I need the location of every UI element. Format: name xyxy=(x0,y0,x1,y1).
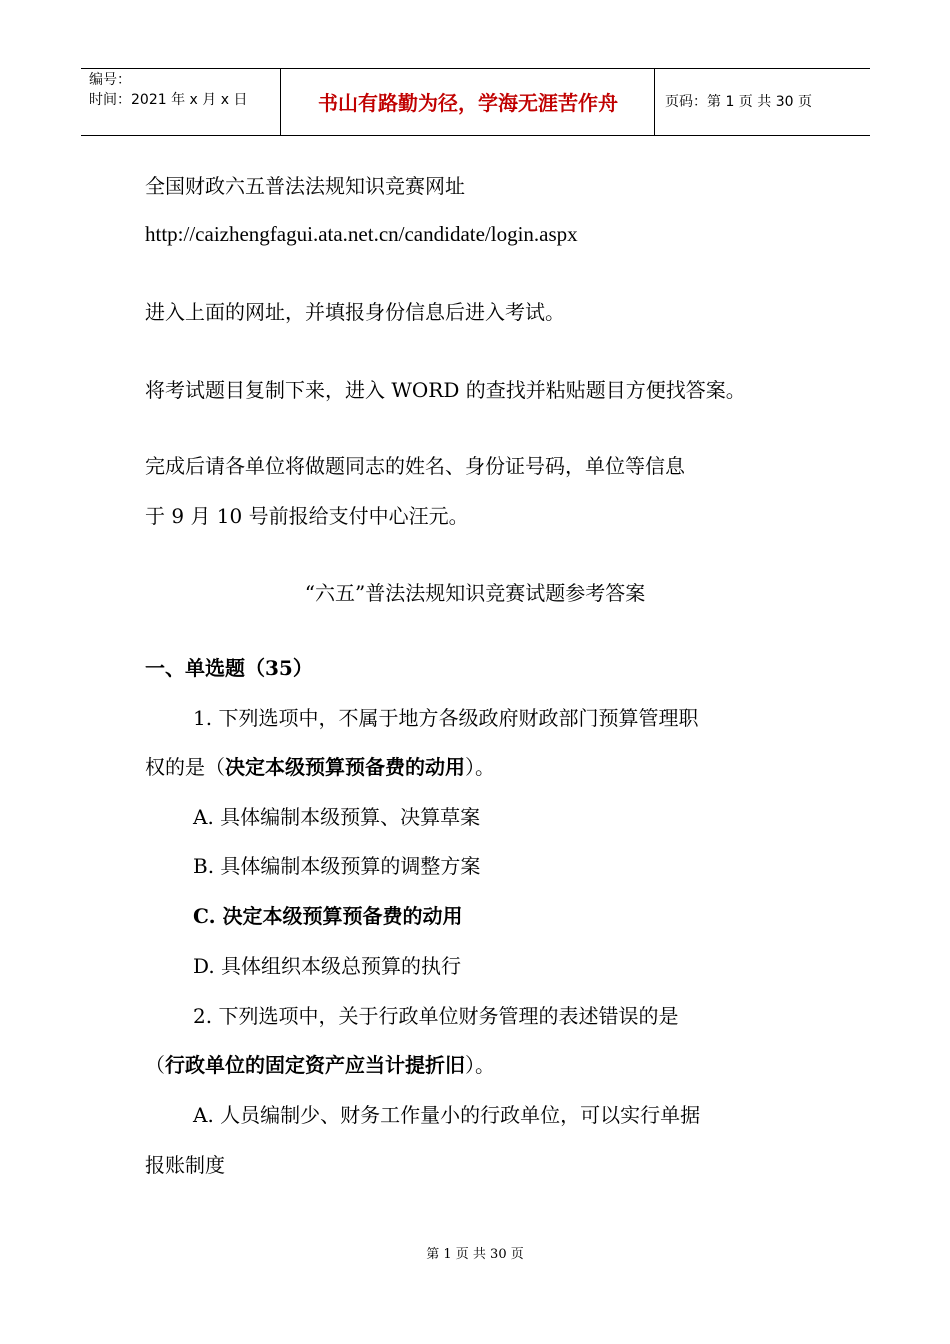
question-1-option-d: D. 具体组织本级总预算的执行 xyxy=(193,954,462,978)
question-2-answer: 行政单位的固定资产应当计提折旧 xyxy=(165,1053,465,1077)
question-2-suffix: ）。 xyxy=(465,1053,495,1077)
question-2-option-a-line2: 报账制度 xyxy=(145,1153,225,1177)
header-motto: 书山有路勤为径，学海无涯苦作舟 xyxy=(318,91,618,115)
question-1-answer: 决定本级预算预备费的动用 xyxy=(225,755,465,779)
header-page-code: 页码：第 1 页 共 30 页 xyxy=(665,94,812,110)
question-2-line2 xyxy=(145,1051,495,1079)
question-2-prefix: （ xyxy=(145,1053,165,1077)
answers-title: “六五”普法法规知识竞赛试题参考答案 xyxy=(304,581,646,605)
section-heading: 一、单选题（35） xyxy=(145,656,313,680)
question-2-option-a-line1: A. 人员编制少、财务工作量小的行政单位，可以实行单据 xyxy=(193,1103,701,1127)
question-1-suffix: ）。 xyxy=(465,755,495,779)
number-label: 编号： xyxy=(89,72,131,88)
question-1-line1: 1. 下列选项中，不属于地方各级政府财政部门预算管理职 xyxy=(193,706,699,730)
question-1-prefix: 权的是（ xyxy=(145,755,225,779)
instruction-copy-questions: 将考试题目复制下来，进入 WORD 的查找并粘贴题目方便找答案。 xyxy=(145,378,746,402)
date-label: 时间：2021 年 x 月 x 日 xyxy=(89,92,248,108)
document-header xyxy=(81,68,870,136)
site-title: 全国财政六五普法法规知识竞赛网址 xyxy=(145,174,465,198)
instruction-enter-site: 进入上面的网址，并填报身份信息后进入考试。 xyxy=(145,300,565,324)
header-page-cell xyxy=(655,69,870,135)
question-1-line2 xyxy=(145,753,495,781)
header-motto-cell xyxy=(281,69,655,135)
site-url[interactable]: http://caizhengfagui.ata.net.cn/candidate/login.aspx xyxy=(145,222,578,246)
page-footer: 第 1 页 共 30 页 xyxy=(426,1247,524,1262)
question-1-option-a: A. 具体编制本级预算、决算草案 xyxy=(193,805,481,829)
question-1-option-c: C. 决定本级预算预备费的动用 xyxy=(193,904,463,928)
question-2-line1: 2. 下列选项中，关于行政单位财务管理的表述错误的是 xyxy=(193,1004,679,1028)
instruction-submit-line2: 于 9 月 10 号前报给支付中心汪元。 xyxy=(145,504,469,528)
question-1-option-b: B. 具体编制本级预算的调整方案 xyxy=(193,854,481,878)
header-info-cell xyxy=(81,69,281,135)
instruction-submit-line1: 完成后请各单位将做题同志的姓名、身份证号码，单位等信息 xyxy=(145,454,685,478)
